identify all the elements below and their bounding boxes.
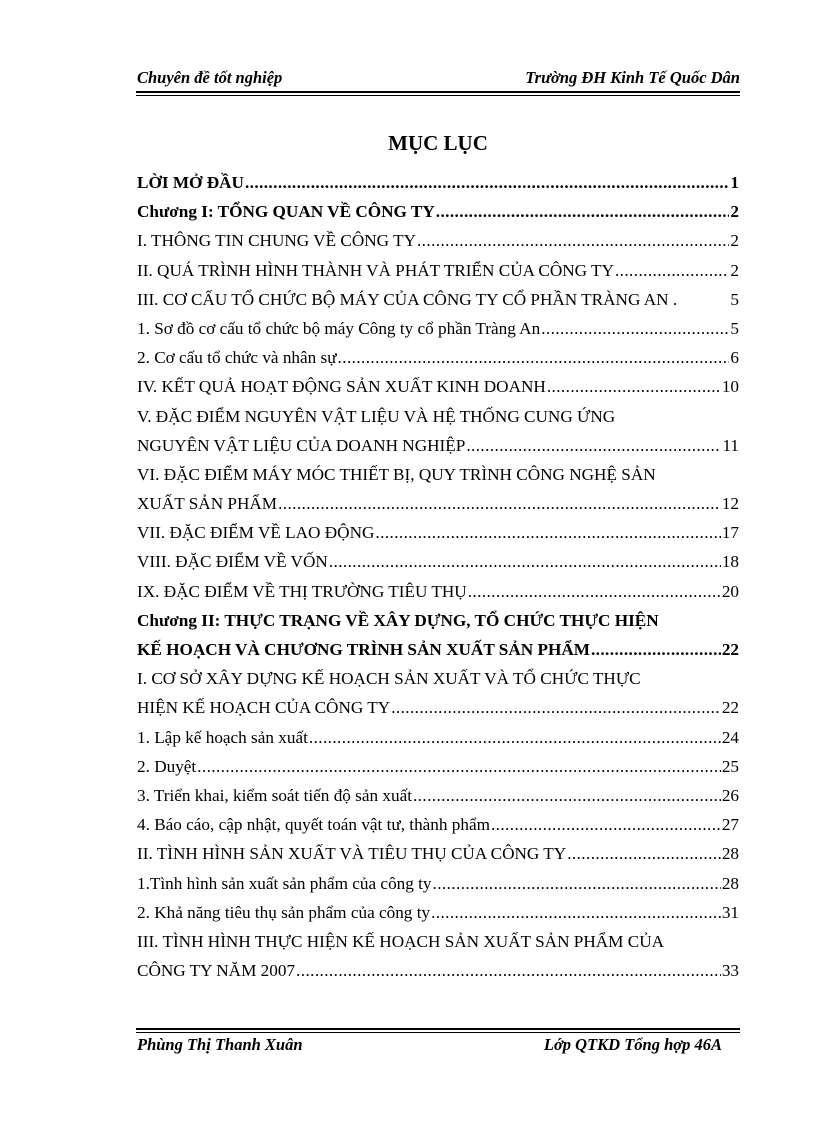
toc-entry[interactable] [137,402,739,431]
toc-entry-text: VIII. ĐẶC ĐIỂM VỀ VỐN [137,552,328,572]
toc-page-number: 2 [730,202,739,222]
dot-leader [547,372,721,401]
toc-entry-text: 1. Sơ đồ cơ cấu tổ chức bộ máy Công ty cổ phần Tràng An [137,318,541,338]
footer-rule-thin [136,1032,740,1033]
toc-entry-text: I. THÔNG TIN CHUNG VỀ CÔNG TY [137,231,416,251]
footer-rule [136,1028,740,1030]
toc-entry-text: II. QUÁ TRÌNH HÌNH THÀNH VÀ PHÁT TRIỂN CỦA CÔNG TY [137,260,614,280]
page-header [137,66,740,90]
toc-page-number: 17 [721,523,739,543]
toc-entry-text: CÔNG TY NĂM 2007 [137,961,296,981]
dot-leader [338,343,730,372]
dot-leader [591,635,721,664]
dot-leader [309,723,721,752]
toc-page-number: 33 [721,961,739,981]
toc-entry-text: LỜI MỞ ĐẦU [137,173,244,192]
dot-leader [413,781,721,810]
toc-entry[interactable] [137,168,739,197]
dot-leader [375,518,720,547]
dot-leader [245,168,729,197]
dot-leader [468,577,721,606]
dot-leader [567,839,721,868]
toc-page-number: 27 [721,815,739,835]
toc-entry[interactable] [137,460,739,489]
toc-entry-text: NGUYÊN VẬT LIỆU CỦA DOANH NGHIỆP [137,435,466,455]
toc-entry-text: XUẤT SẢN PHẨM [137,494,278,514]
header-left-text: Chuyên đề tốt nghiệp [137,68,283,87]
toc-page-number: 5 [730,318,739,338]
toc-entry[interactable] [137,577,739,606]
toc-page-number: 12 [721,494,739,514]
toc-page-number: 22 [721,640,739,659]
toc-entry[interactable] [137,781,739,810]
dot-leader [296,956,721,985]
toc-entry[interactable] [137,898,739,927]
toc-entry-text: 1.Tình hình sản xuất sản phẩm của công ty [137,873,432,893]
toc-entry-text: Chương II: THỰC TRẠNG VỀ XÂY DỰNG, TỔ CHỨC THỰC HIỆN [137,610,659,630]
toc-page-number: 1 [730,173,739,192]
toc-entry-text: 3. Triển khai, kiểm soát tiến độ sản xuất [137,785,412,805]
dot-leader [431,898,721,927]
footer-right-text: Lớp QTKD Tổng hợp 46A [543,1035,722,1054]
toc-entry[interactable] [137,343,739,372]
toc-entry-text: KẾ HOẠCH VÀ CHƯƠNG TRÌNH SẢN XUẤT SẢN PHẨM [137,640,590,659]
toc-entry[interactable] [137,314,739,343]
toc-entry[interactable] [137,285,739,314]
toc-page-number: 25 [721,756,739,776]
toc-entry[interactable] [137,664,739,693]
toc-entry-text: II. TÌNH HÌNH SẢN XUẤT VÀ TIÊU THỤ CỦA CÔNG TY [137,844,567,864]
page-title: MỤC LỤC [388,131,488,155]
toc-entry-text: IV. KẾT QUẢ HOẠT ĐỘNG SẢN XUẤT KINH DOANH [137,377,546,397]
toc-entry[interactable] [137,489,739,518]
toc-entry[interactable] [137,256,739,285]
dot-leader [329,547,721,576]
toc-page-number: 10 [721,377,739,397]
toc-entry-text: HIỆN KẾ HOẠCH CỦA CÔNG TY [137,698,391,718]
toc-entry[interactable] [137,869,739,898]
toc-entry[interactable] [137,839,739,868]
toc-entry[interactable] [137,635,739,664]
toc-entry-text: 1. Lập kế hoạch sản xuất [137,727,308,747]
toc-page-number: 20 [721,581,739,601]
toc-entry[interactable] [137,372,739,401]
toc-page-number: 24 [721,727,739,747]
toc-page-number: 11 [722,435,739,455]
toc-page-number: 28 [721,844,739,864]
header-rule-thin [136,95,740,96]
toc-entry[interactable] [137,693,739,722]
dot-leader [278,489,721,518]
toc-page-number: 6 [730,348,739,368]
toc-entry-text: VI. ĐẶC ĐIỂM MÁY MÓC THIẾT BỊ, QUY TRÌNH CÔNG NGHỆ SẢN [137,464,656,484]
dot-leader [391,693,721,722]
page-footer [137,1035,722,1059]
toc-entry-text: 2. Duyệt [137,756,197,776]
dot-leader [197,752,721,781]
table-of-contents [137,168,739,985]
toc-entry[interactable] [137,197,739,226]
toc-entry-text: I. CƠ SỞ XÂY DỰNG KẾ HOẠCH SẢN XUẤT VÀ TỔ CHỨC THỰC [137,669,641,689]
toc-page-number: 2 [730,260,739,280]
toc-entry[interactable] [137,518,739,547]
toc-entry-text: IX. ĐẶC ĐIỂM VỀ THỊ TRƯỜNG TIÊU THỤ [137,581,467,601]
toc-page-number: 2 [730,231,739,251]
toc-entry[interactable] [137,752,739,781]
toc-entry[interactable] [137,810,739,839]
dot-leader [433,869,721,898]
toc-page-number: 26 [721,785,739,805]
toc-entry[interactable] [137,723,739,752]
dot-leader [417,226,729,255]
toc-page-number: 31 [721,902,739,922]
header-right-text: Trường ĐH Kinh Tế Quốc Dân [525,68,740,87]
toc-entry-text: 2. Khả năng tiêu thụ sản phẩm của công ty [137,902,431,922]
toc-entry[interactable] [137,226,739,255]
toc-entry-text: Chương I: TỔNG QUAN VỀ CÔNG TY [137,202,435,222]
toc-entry[interactable] [137,927,739,956]
dot-leader [615,256,729,285]
toc-entry[interactable] [137,431,739,460]
toc-page-number: 28 [721,873,739,893]
toc-entry-text: V. ĐẶC ĐIỂM NGUYÊN VẬT LIỆU VÀ HỆ THỐNG CUNG ỨNG [137,406,616,426]
toc-page-number: 18 [721,552,739,572]
toc-page-number: 22 [721,698,739,718]
toc-entry-text: VII. ĐẶC ĐIỂM VỀ LAO ĐỘNG [137,523,375,543]
toc-entry-text: 4. Báo cáo, cập nhật, quyết toán vật tư, thành phẩm [137,815,490,835]
toc-entry[interactable] [137,956,739,985]
footer-left-text: Phùng Thị Thanh Xuân [137,1035,303,1054]
dot-leader [541,314,729,343]
toc-page-number: 5 [730,289,739,309]
dot-leader [466,431,721,460]
dot-leader [436,197,730,226]
toc-entry-text: III. TÌNH HÌNH THỰC HIỆN KẾ HOẠCH SẢN XUẤT SẢN PHẨM CỦA [137,931,665,951]
header-rule [136,91,740,93]
toc-entry-text: III. CƠ CẤU TỔ CHỨC BỘ MÁY CỦA CÔNG TY CỔ PHẦN TRÀNG AN . [137,289,678,309]
toc-entry[interactable] [137,606,739,635]
toc-entry-text: 2. Cơ cấu tổ chức và nhân sự [137,348,337,368]
dot-leader [491,810,721,839]
toc-entry[interactable] [137,547,739,576]
